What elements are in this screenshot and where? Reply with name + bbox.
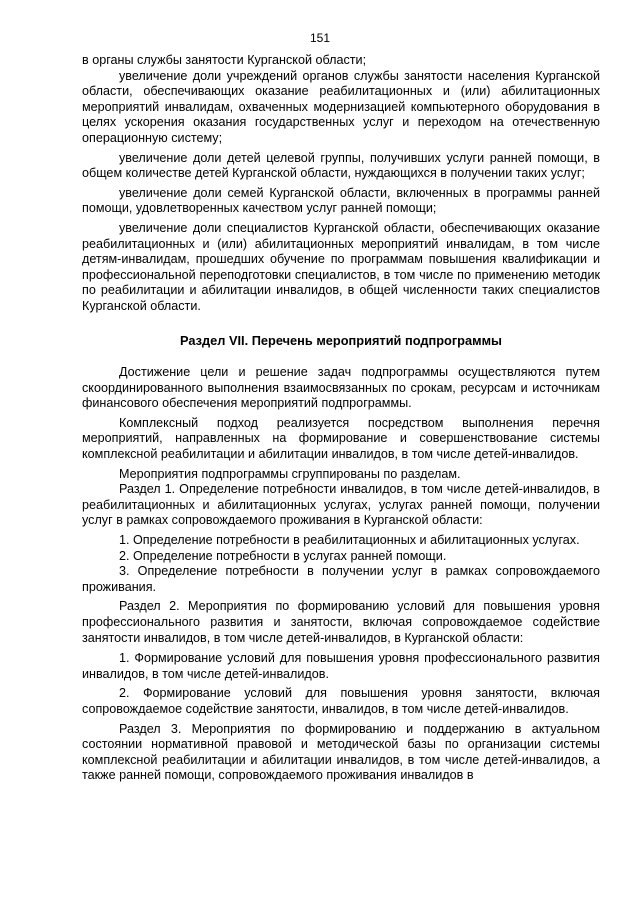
paragraph: Комплексный подход реализуется посредством выполнения перечня мероприятий, направленных на формирование и совершенствование системы комплексной реабилитации и абилитации инвалидов, в том числе детей-инвалидов. [82, 415, 600, 462]
paragraph: Мероприятия подпрограммы сгруппированы по разделам. [119, 466, 461, 481]
list-item: 3. Определение потребности в получении услуг в рамках сопровождаемого проживания. [82, 564, 600, 594]
paragraph: Раздел 1. Определение потребности инвалидов, в том числе детей-инвалидов, в реабилитационных и абилитационных услугах, услугах ранней помощи, получении услуг в рамках сопровождаемого проживания в Курганской области: [82, 482, 600, 528]
list-item: 1. Формирование условий для повышения уровня профессионального развития инвалидов, в том числе детей-инвалидов. [82, 651, 600, 681]
page-number: 151 [309, 31, 331, 45]
paragraph: увеличение доли детей целевой группы, получивших услуги ранней помощи, в общем количестве детей Курганской области, нуждающихся в получении таких услуг; [82, 150, 600, 181]
section-heading: Раздел VII. Перечень мероприятий подпрограммы [180, 332, 502, 348]
list-item: 2. Определение потребности в услугах ранней помощи. [119, 548, 447, 563]
paragraph: Достижение цели и решение задач подпрограммы осуществляются путем скоординированного выполнения взаимосвязанных по срокам, ресурсам и источникам финансового обеспечения мероприятий подпрограммы. [82, 365, 600, 411]
document-body [82, 53, 600, 784]
paragraph: Раздел 3. Мероприятия по формированию и поддержанию в актуальном состоянии нормативной правовой и методической базы по организации системы комплексной реабилитации и абилитации инвалидов, в том числе детей-инвалидов, а также ранней помощи, сопровождаемого проживания инвалидов в [82, 721, 600, 783]
paragraph: увеличение доли специалистов Курганской области, обеспечивающих оказание реабилитационных и (или) абилитационных мероприятий инвалидам, в том числе детям-инвалидам, прошедших обучение по программам повышения квалификации и профессиональной переподготовки специалистов, в том числе по применению методик по реабилитации и абилитации инвалидов, в общей численности таких специалистов Курганской области. [82, 220, 600, 313]
paragraph: в органы службы занятости Курганской области; [82, 53, 367, 67]
list-item: 1. Определение потребности в реабилитационных и абилитационных услугах. [119, 533, 580, 548]
list-item: 2. Формирование условий для повышения уровня занятости, включая сопровождаемое содействие занятости, инвалидов, в том числе детей-инвалидов. [82, 686, 600, 716]
paragraph: Раздел 2. Мероприятия по формированию условий для повышения уровня профессионального развития и занятости, включая сопровождаемое содействие занятости инвалидов, в том числе детей-инвалидов, в Курганской области: [82, 599, 600, 645]
paragraph: увеличение доли учреждений органов службы занятости населения Курганской области, обеспечивающих оказание реабилитационных и (или) абилитационных мероприятий инвалидам, охваченных модернизацией компьютерного оборудования в целях ускорения оказания государственных услуг и переходом на отечественную операционную систему; [82, 68, 600, 145]
paragraph: увеличение доли семей Курганской области, включенных в программы ранней помощи, удовлетворенных качеством услуг ранней помощи; [82, 185, 600, 216]
